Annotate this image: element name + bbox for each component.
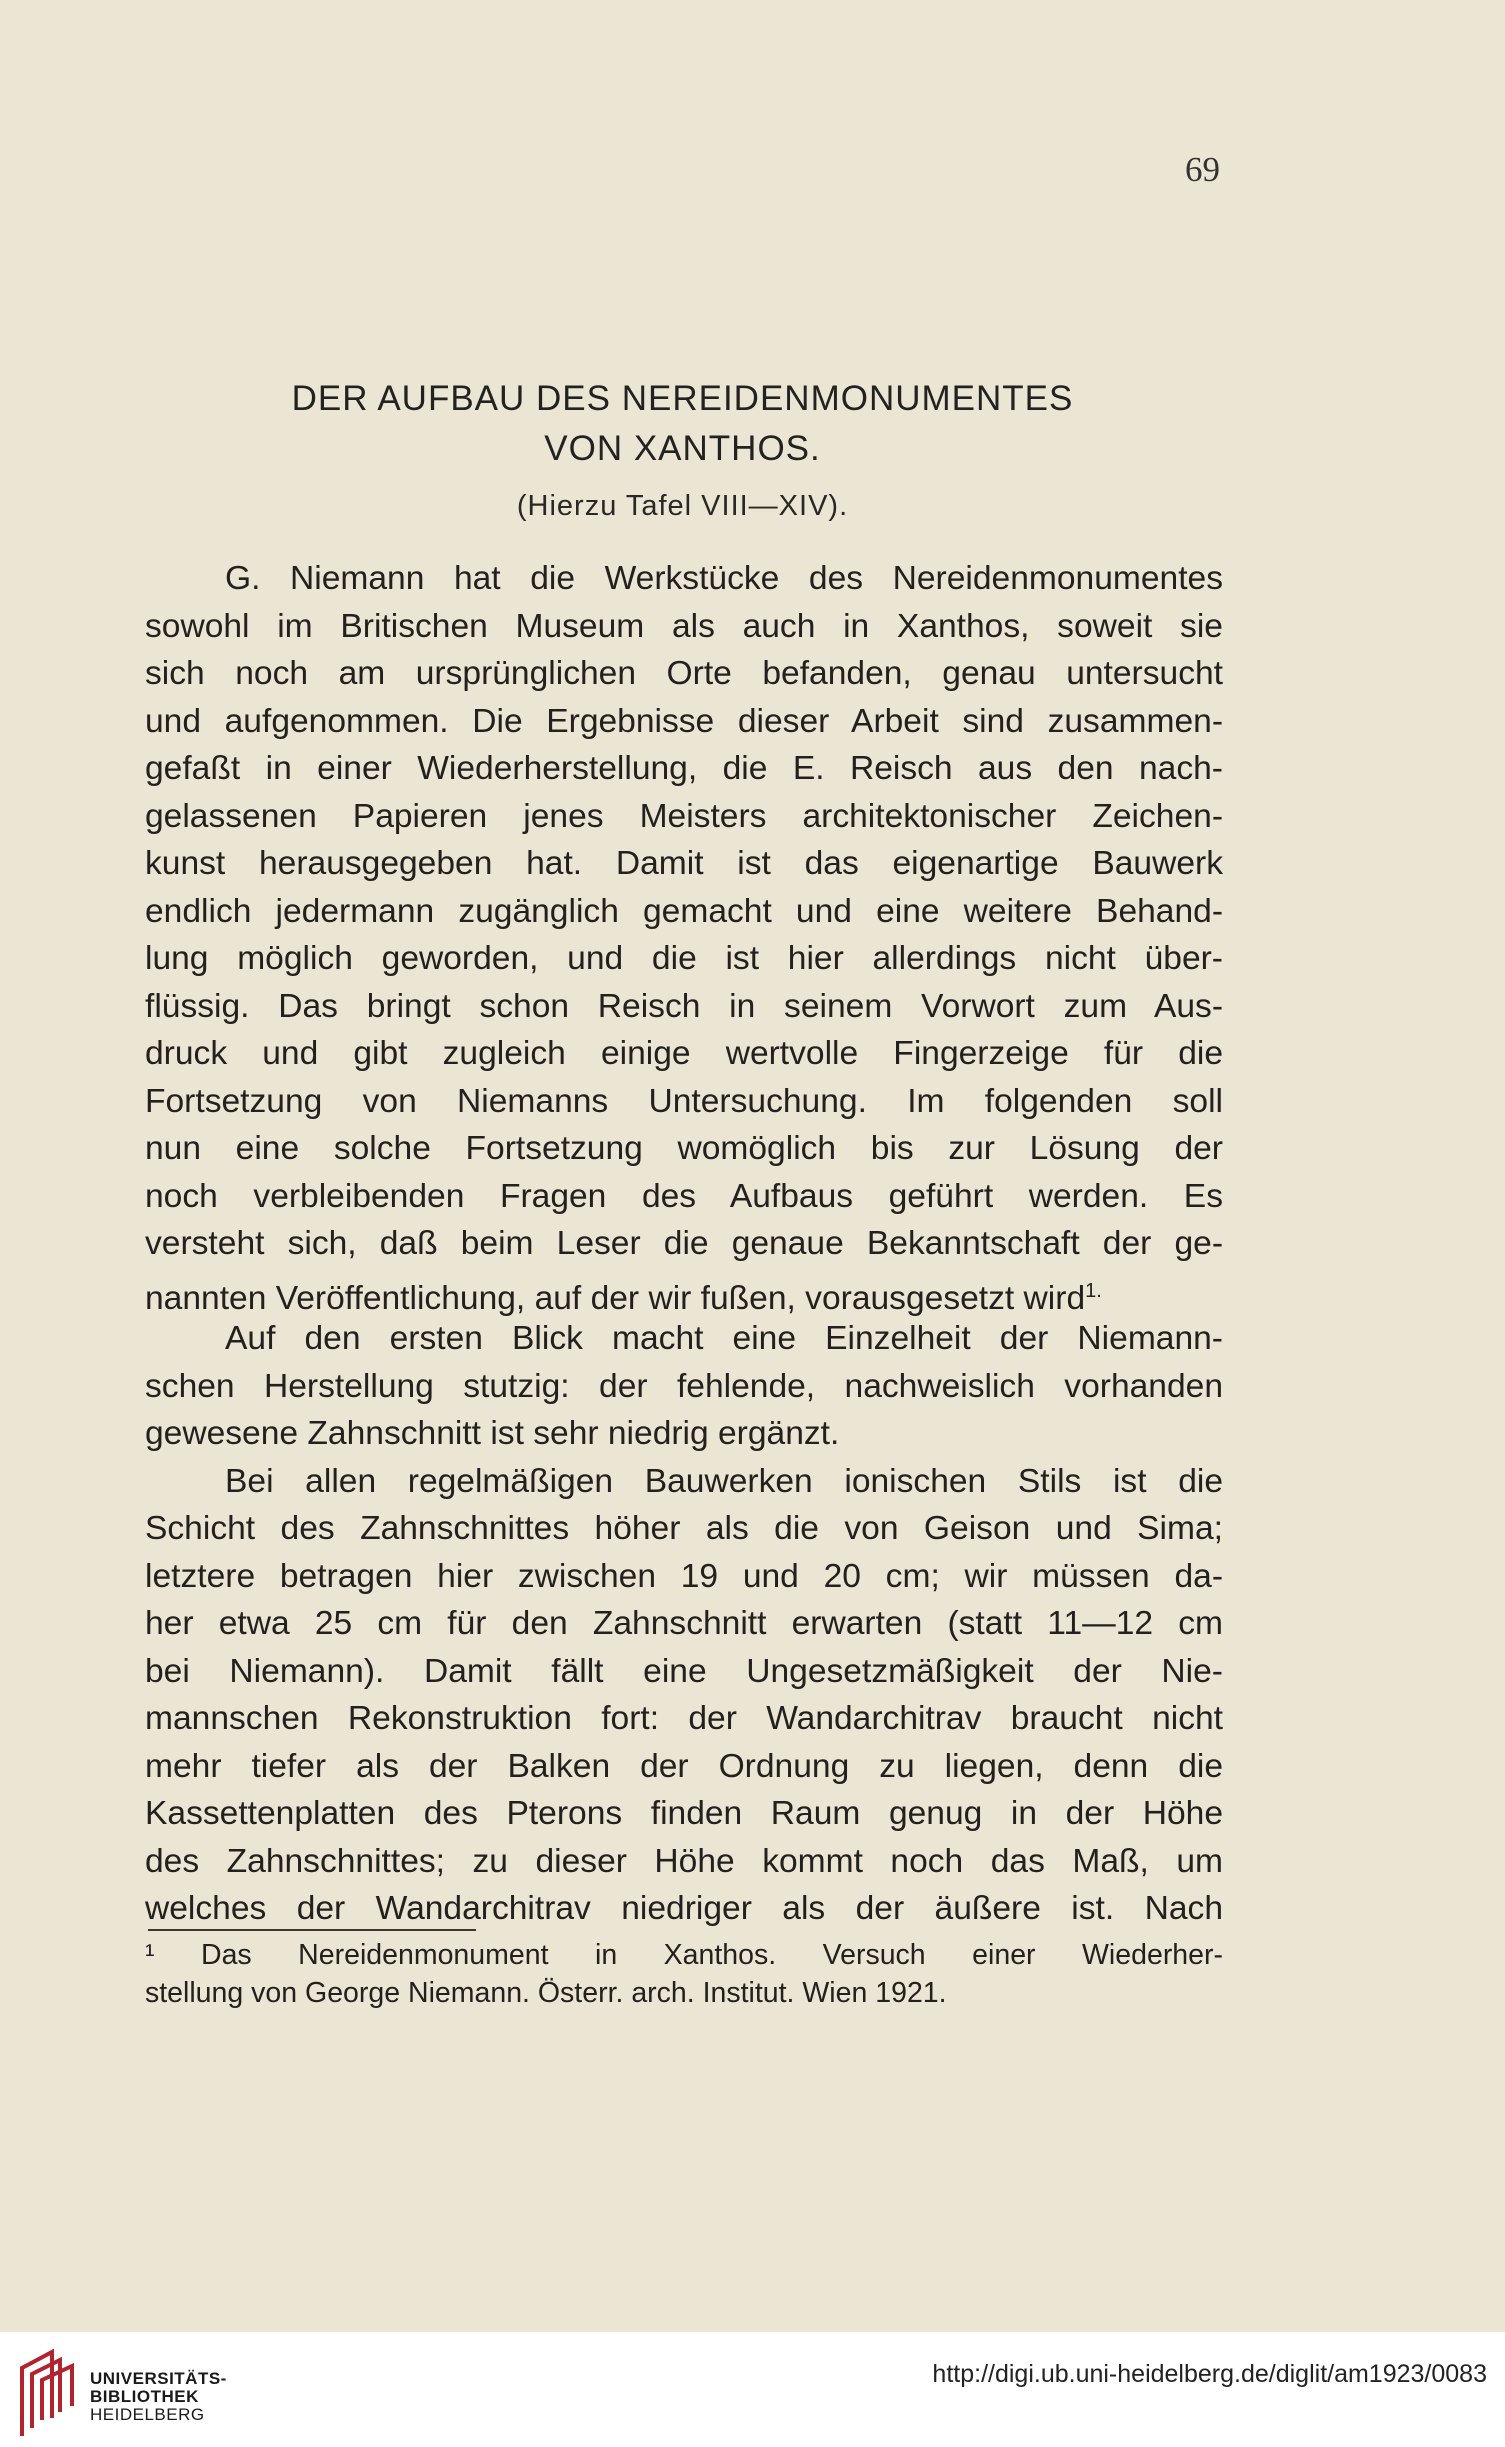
footnote-divider bbox=[148, 1929, 476, 1931]
text-line: schen Herstellung stutzig: der fehlende, nachweislich vorhanden bbox=[145, 1367, 1223, 1405]
library-name-line-2: BIBLIOTHEK bbox=[90, 2387, 199, 2406]
text-line: Kassettenplatten des Pterons finden Raum genug in der Höhe bbox=[145, 1795, 1223, 1832]
page-number: 69 bbox=[1185, 150, 1220, 189]
text-line: gewesene Zahnschnitt ist sehr niedrig ergänzt. bbox=[145, 1415, 840, 1452]
text-line: Bei allen regelmäßigen Bauwerken ionischen Stils ist die bbox=[225, 1462, 1223, 1500]
text-line: versteht sich, daß beim Leser die genaue Bekanntschaft der ge- bbox=[145, 1225, 1223, 1262]
text-line: mannschen Rekonstruktion fort: der Wandarchitrav braucht nicht bbox=[145, 1700, 1223, 1737]
text-line: und aufgenommen. Die Ergebnisse dieser Arbeit sind zusammen- bbox=[145, 702, 1223, 740]
text-line: sowohl im Britischen Museum als auch in Xanthos, soweit sie bbox=[145, 607, 1223, 645]
text-line: letztere betragen hier zwischen 19 und 20 cm; wir müssen da- bbox=[145, 1557, 1223, 1595]
text-line: des Zahnschnittes; zu dieser Höhe kommt noch das Maß, um bbox=[145, 1842, 1223, 1880]
body-text bbox=[145, 555, 1223, 1933]
article-title-line-2: VON XANTHOS. bbox=[544, 429, 821, 468]
text-line: endlich jedermann zugänglich gemacht und eine weitere Behand- bbox=[145, 892, 1223, 930]
library-name-line-1: UNIVERSITÄTS- bbox=[90, 2369, 227, 2388]
source-url-link[interactable]: http://digi.ub.uni-heidelberg.de/diglit/am1923/0083 bbox=[932, 2360, 1487, 2388]
text-line: mehr tiefer als der Balken der Ordnung zu liegen, denn die bbox=[145, 1747, 1223, 1785]
text-line: sich noch am ursprünglichen Orte befanden, genau untersucht bbox=[145, 655, 1223, 692]
text-line: Auf den ersten Blick macht eine Einzelheit der Niemann- bbox=[225, 1320, 1223, 1357]
text-line: G. Niemann hat die Werkstücke des Nereidenmonumentes bbox=[225, 560, 1223, 597]
text-line: noch verbleibenden Fragen des Aufbaus geführt werden. Es bbox=[145, 1177, 1223, 1215]
text-line: nun eine solche Fortsetzung womöglich bis zur Lösung der bbox=[145, 1130, 1223, 1167]
article-title-line-1: DER AUFBAU DES NEREIDENMONUMENTES bbox=[291, 379, 1074, 418]
text-line: bei Niemann). Damit fällt eine Ungesetzmäßigkeit der Nie- bbox=[145, 1652, 1223, 1690]
library-logo-icon bbox=[16, 2348, 78, 2438]
footnote-line: stellung von George Niemann. Österr. arch. Institut. Wien 1921. bbox=[145, 1977, 947, 2009]
library-name-line-3: HEIDELBERG bbox=[90, 2405, 205, 2424]
text-line: lung möglich geworden, und die ist hier allerdings nicht über- bbox=[145, 940, 1223, 977]
text-line: druck und gibt zugleich einige wertvolle Fingerzeige für die bbox=[145, 1035, 1223, 1072]
footnote-reference: 1. bbox=[1085, 1279, 1102, 1302]
text-line: her etwa 25 cm für den Zahnschnitt erwarten (statt 11—12 cm bbox=[145, 1605, 1223, 1642]
text-line: gefaßt in einer Wiederherstellung, die E. Reisch aus den nach- bbox=[145, 750, 1223, 787]
text-line: welches der Wandarchitrav niedriger als der äußere ist. Nach bbox=[145, 1890, 1223, 1927]
text-line: gelassenen Papieren jenes Meisters architektonischer Zeichen- bbox=[145, 797, 1223, 835]
footnote-line: ¹ Das Nereidenmonument in Xanthos. Versuch einer Wiederher- bbox=[145, 1939, 1223, 1971]
library-name bbox=[90, 2370, 227, 2424]
library-footer bbox=[0, 2332, 1505, 2447]
text-line: flüssig. Das bringt schon Reisch in seinem Vorwort zum Aus- bbox=[145, 987, 1223, 1025]
text-line bbox=[145, 1268, 1223, 1316]
footnotes bbox=[145, 1936, 1223, 2012]
text-line: Fortsetzung von Niemanns Untersuchung. Im folgenden soll bbox=[145, 1082, 1223, 1120]
article-subtitle: (Hierzu Tafel VIII—XIV). bbox=[516, 490, 849, 522]
text-line: kunst herausgegeben hat. Damit ist das eigenartige Bauwerk bbox=[145, 845, 1223, 882]
text-line: Schicht des Zahnschnittes höher als die von Geison und Sima; bbox=[145, 1510, 1223, 1547]
text-line-content: nannten Veröffentlichung, auf der wir fußen, vorausgesetzt wird bbox=[145, 1279, 1086, 1317]
